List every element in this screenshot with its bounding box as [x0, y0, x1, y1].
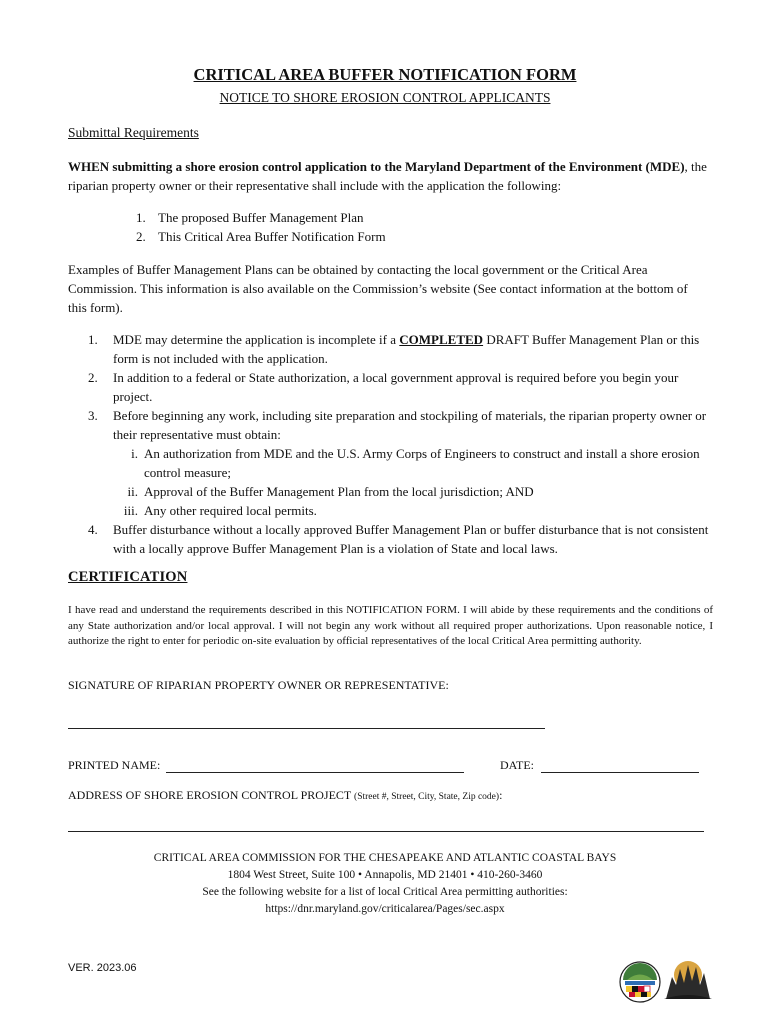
address-label — [68, 788, 502, 803]
list-item-number: 3. — [88, 408, 98, 423]
list-item-text — [113, 330, 713, 368]
intro-bold-text: WHEN submitting a shore erosion control application to the Maryland Department of the Environment (MDE) — [68, 159, 685, 174]
certification-body: I have read and understand the requirements described in this NOTIFICATION FORM. I will abide by these requirements and the conditions of any State authorization and/or local approval. I will not begin any work without all required proper authorizations. Upon reasonable notice, I authorize the right to enter for periodic on-site evaluation by official representatives of the local Critical Area permitting authority. — [68, 604, 713, 647]
critical-area-commission-logo-icon — [662, 955, 714, 1001]
list-item-number: 2. — [88, 370, 98, 385]
emphasis-completed: COMPLETED — [399, 332, 484, 347]
date-field[interactable] — [541, 758, 699, 773]
intro-rest-text: , the riparian property owner or their representative shall include with the application the following: — [68, 159, 707, 193]
footer-org-name: CRITICAL AREA COMMISSION FOR THE CHESAPEAKE AND ATLANTIC COASTAL BAYS — [153, 852, 617, 864]
list-item-number: 4. — [88, 522, 98, 537]
footer-website-note: See the following website for a list of local Critical Area permitting authorities: — [202, 886, 568, 898]
sub-list-item-number: i. — [131, 446, 138, 461]
intro-paragraph — [68, 157, 708, 195]
sub-list-item — [118, 482, 713, 501]
sub-list-item-text: Any other required local permits. — [144, 503, 317, 518]
list-item — [88, 406, 713, 444]
list-item-text: In addition to a federal or State authorization, a local government approval is required before you begin your project. — [113, 370, 679, 404]
list-item — [88, 520, 713, 558]
list-item-text: Before beginning any work, including site preparation and stockpiling of materials, the riparian property owner or their representative must obtain: — [113, 408, 707, 442]
printed-name-field[interactable] — [166, 758, 464, 773]
certification-heading: CERTIFICATION — [68, 569, 188, 585]
list-item-text: Buffer disturbance without a locally approved Buffer Management Plan or buffer disturbance that is not consistent with a locally approve Buffer Management Plan is a violation of State and local laws. — [113, 522, 709, 556]
sub-list-item-number: ii. — [127, 484, 138, 499]
printed-name-label: PRINTED NAME: — [68, 758, 161, 772]
date-row — [500, 758, 699, 773]
list-item-number: 1. — [88, 332, 98, 347]
maryland-seal-icon — [619, 961, 661, 1003]
signature-label: SIGNATURE OF RIPARIAN PROPERTY OWNER OR REPRESENTATIVE: — [68, 678, 449, 692]
list-item — [88, 330, 713, 368]
address-colon: : — [499, 788, 503, 802]
sub-list-item-number: iii. — [123, 503, 138, 518]
address-hint: (Street #, Street, City, State, Zip code) — [354, 792, 500, 802]
page-subtitle: NOTICE TO SHORE EROSION CONTROL APPLICANTS — [219, 90, 551, 105]
conditions-list — [88, 330, 713, 558]
list-item — [136, 208, 386, 227]
list-item-text: This Critical Area Buffer Notification Form — [158, 229, 386, 244]
sub-list-item — [118, 501, 713, 520]
list-item — [136, 227, 386, 246]
list-item — [88, 368, 713, 406]
page-title: CRITICAL AREA BUFFER NOTIFICATION FORM — [193, 65, 577, 84]
address-field[interactable] — [68, 831, 704, 832]
list-item-number: 2. — [136, 229, 146, 244]
section-heading-submittal: Submittal Requirements — [68, 125, 199, 140]
sub-list-item-text: Approval of the Buffer Management Plan from the local jurisdiction; AND — [144, 484, 534, 499]
footer-contact — [0, 850, 770, 918]
date-label: DATE: — [500, 758, 534, 772]
list-item-text-post: DRAFT Buffer Management Plan or this form is not included with the application. — [113, 332, 700, 366]
sub-list-item-text: An authorization from MDE and the U.S. Army Corps of Engineers to construct and install a shore erosion control measure; — [144, 446, 700, 480]
version-label: VER. 2023.06 — [68, 962, 137, 974]
examples-paragraph: Examples of Buffer Management Plans can be obtained by contacting the local government or the Critical Area Commission. This information is also available on the Commission’s website (See contact information at the bottom of this form). — [68, 262, 688, 315]
list-item-text: The proposed Buffer Management Plan — [158, 210, 364, 225]
list-item-number: 1. — [136, 210, 146, 225]
footer-website-url[interactable]: https://dnr.maryland.gov/criticalarea/Pages/sec.aspx — [265, 903, 505, 915]
printed-name-row — [68, 758, 464, 773]
footer-address: 1804 West Street, Suite 100 • Annapolis, MD 21401 • 410-260-3460 — [227, 869, 543, 881]
address-label-text: ADDRESS OF SHORE EROSION CONTROL PROJECT — [68, 788, 355, 802]
required-items-list — [136, 208, 386, 246]
sub-list-item — [118, 444, 713, 482]
signature-field[interactable] — [68, 728, 545, 729]
list-item-text-pre: MDE may determine the application is incomplete if a — [113, 332, 400, 347]
